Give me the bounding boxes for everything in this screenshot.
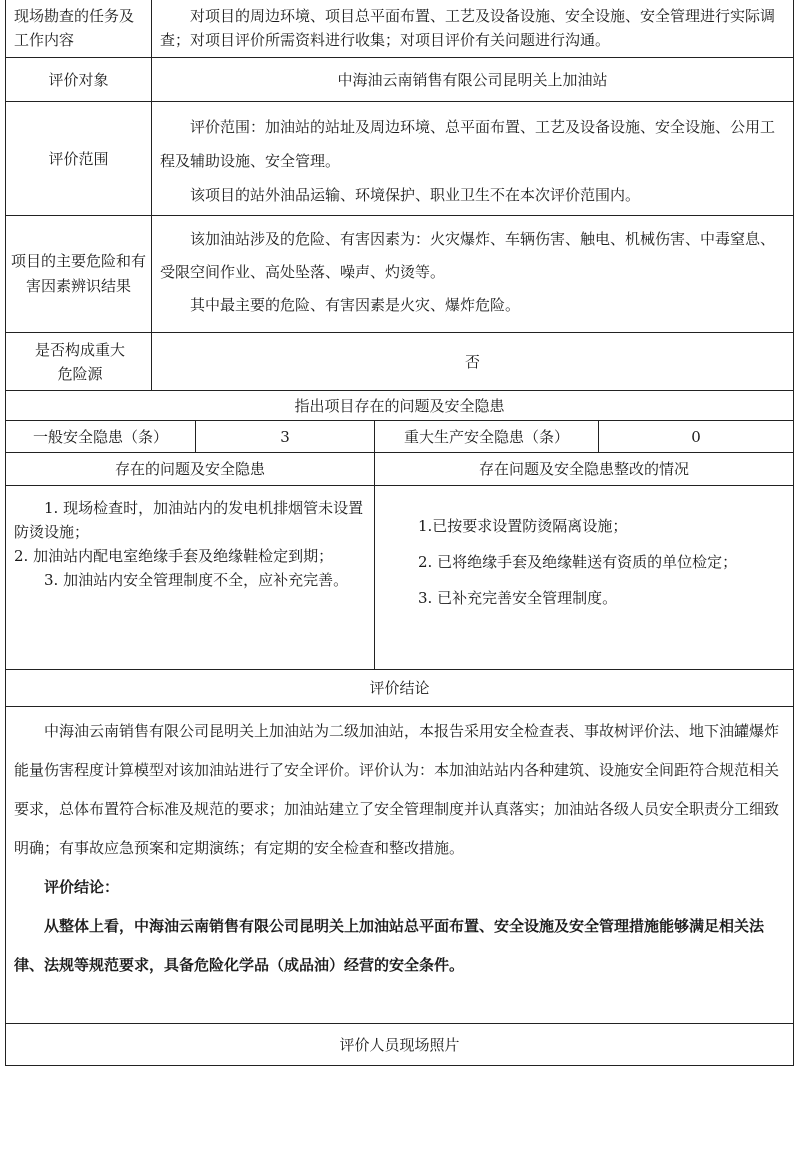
row-divider bbox=[5, 485, 793, 486]
problem-item: 1. 现场检查时，加油站内的发电机排烟管未设置防烫设施； bbox=[14, 499, 364, 541]
rectification-column-header: 存在问题及安全隐患整改的情况 bbox=[478, 460, 689, 478]
scope-label: 评价范围 bbox=[48, 149, 109, 168]
major-hazard-value: 否 bbox=[464, 352, 480, 371]
major-hazard-label: 是否构成重大危险源 bbox=[34, 340, 125, 383]
row-divider bbox=[5, 706, 793, 707]
scope-content bbox=[160, 110, 788, 212]
hazards-label: 项目的主要危险和有害因素辨识结果 bbox=[10, 252, 146, 295]
conclusion-body bbox=[14, 712, 786, 985]
conclusion-paragraph: 中海油云南销售有限公司昆明关上加油站为二级加油站，本报告采用安全检查表、事故树评价法、地下油罐爆炸能量伤害程度计算模型对该加油站进行了安全评价。评价认为：本加油站站内各种建筑、设施安全间距符合规范相关要求，总体布置符合标准及规范的要求；加油站建立了安全管理制度并认真落实；加油站各级人员安全职责分工细致明确；有事故应急预案和定期演练；有定期的安全检查和整改措施。 bbox=[14, 722, 780, 857]
problem-item: 3. 加油站内安全管理制度不全，应补充完善。 bbox=[44, 571, 349, 589]
object-content: 中海油云南销售有限公司昆明关上加油站 bbox=[337, 70, 608, 89]
task-content: 对项目的周边环境、项目总平面布置、工艺及设备设施、安全设施、安全管理进行实际调查；对项目评价所需资料进行收集；对项目评价有关问题进行沟通。 bbox=[160, 7, 776, 49]
problems-column-header: 存在的问题及安全隐患 bbox=[114, 460, 265, 478]
rectification-item: 1.已按要求设置防烫隔离设施； bbox=[418, 517, 628, 535]
conclusion-header: 评价结论 bbox=[369, 679, 430, 697]
major-hazard-count: 0 bbox=[691, 427, 701, 446]
hazards-content bbox=[160, 223, 788, 322]
rectification-list bbox=[418, 508, 790, 616]
task-label: 现场勘查的任务及工作内容 bbox=[14, 7, 135, 49]
rectification-item: 2. 已将绝缘手套及绝缘鞋送有资质的单位检定； bbox=[418, 553, 738, 571]
hazards-main: 其中最主要的危险、有害因素是火灾、爆炸危险。 bbox=[190, 296, 521, 314]
scope-paragraph: 评价范围：加油站的站址及周边环境、总平面布置、工艺及设备设施、安全设施、公用工程及辅助设施、安全管理。 bbox=[160, 118, 776, 170]
rectification-item: 3. 已补充完善安全管理制度。 bbox=[418, 589, 618, 607]
conclusion-final: 从整体上看，中海油云南销售有限公司昆明关上加油站总平面布置、安全设施及安全管理措施能够满足相关法律、法规等规范要求，具备危险化学品（成品油）经营的安全条件。 bbox=[14, 917, 765, 974]
hazards-paragraph: 该加油站涉及的危险、有害因素为：火灾爆炸、车辆伤害、触电、机械伤害、中毒窒息、受限空间作业、高处坠落、噪声、灼烫等。 bbox=[160, 230, 776, 281]
issues-header: 指出项目存在的问题及安全隐患 bbox=[294, 396, 505, 415]
problems-list bbox=[14, 496, 368, 592]
general-hazard-count-label: 一般安全隐患（条） bbox=[32, 427, 168, 446]
photo-header: 评价人员现场照片 bbox=[339, 1036, 460, 1054]
major-hazard-count-label: 重大生产安全隐患（条） bbox=[403, 427, 569, 446]
scope-exclusion: 该项目的站外油品运输、环境保护、职业卫生不在本次评价范围内。 bbox=[190, 186, 641, 204]
problem-item: 2. 加油站内配电室绝缘手套及绝缘鞋检定到期； bbox=[14, 547, 334, 565]
general-hazard-count: 3 bbox=[280, 427, 290, 446]
conclusion-title: 评价结论： bbox=[44, 878, 120, 896]
object-label: 评价对象 bbox=[48, 70, 109, 89]
